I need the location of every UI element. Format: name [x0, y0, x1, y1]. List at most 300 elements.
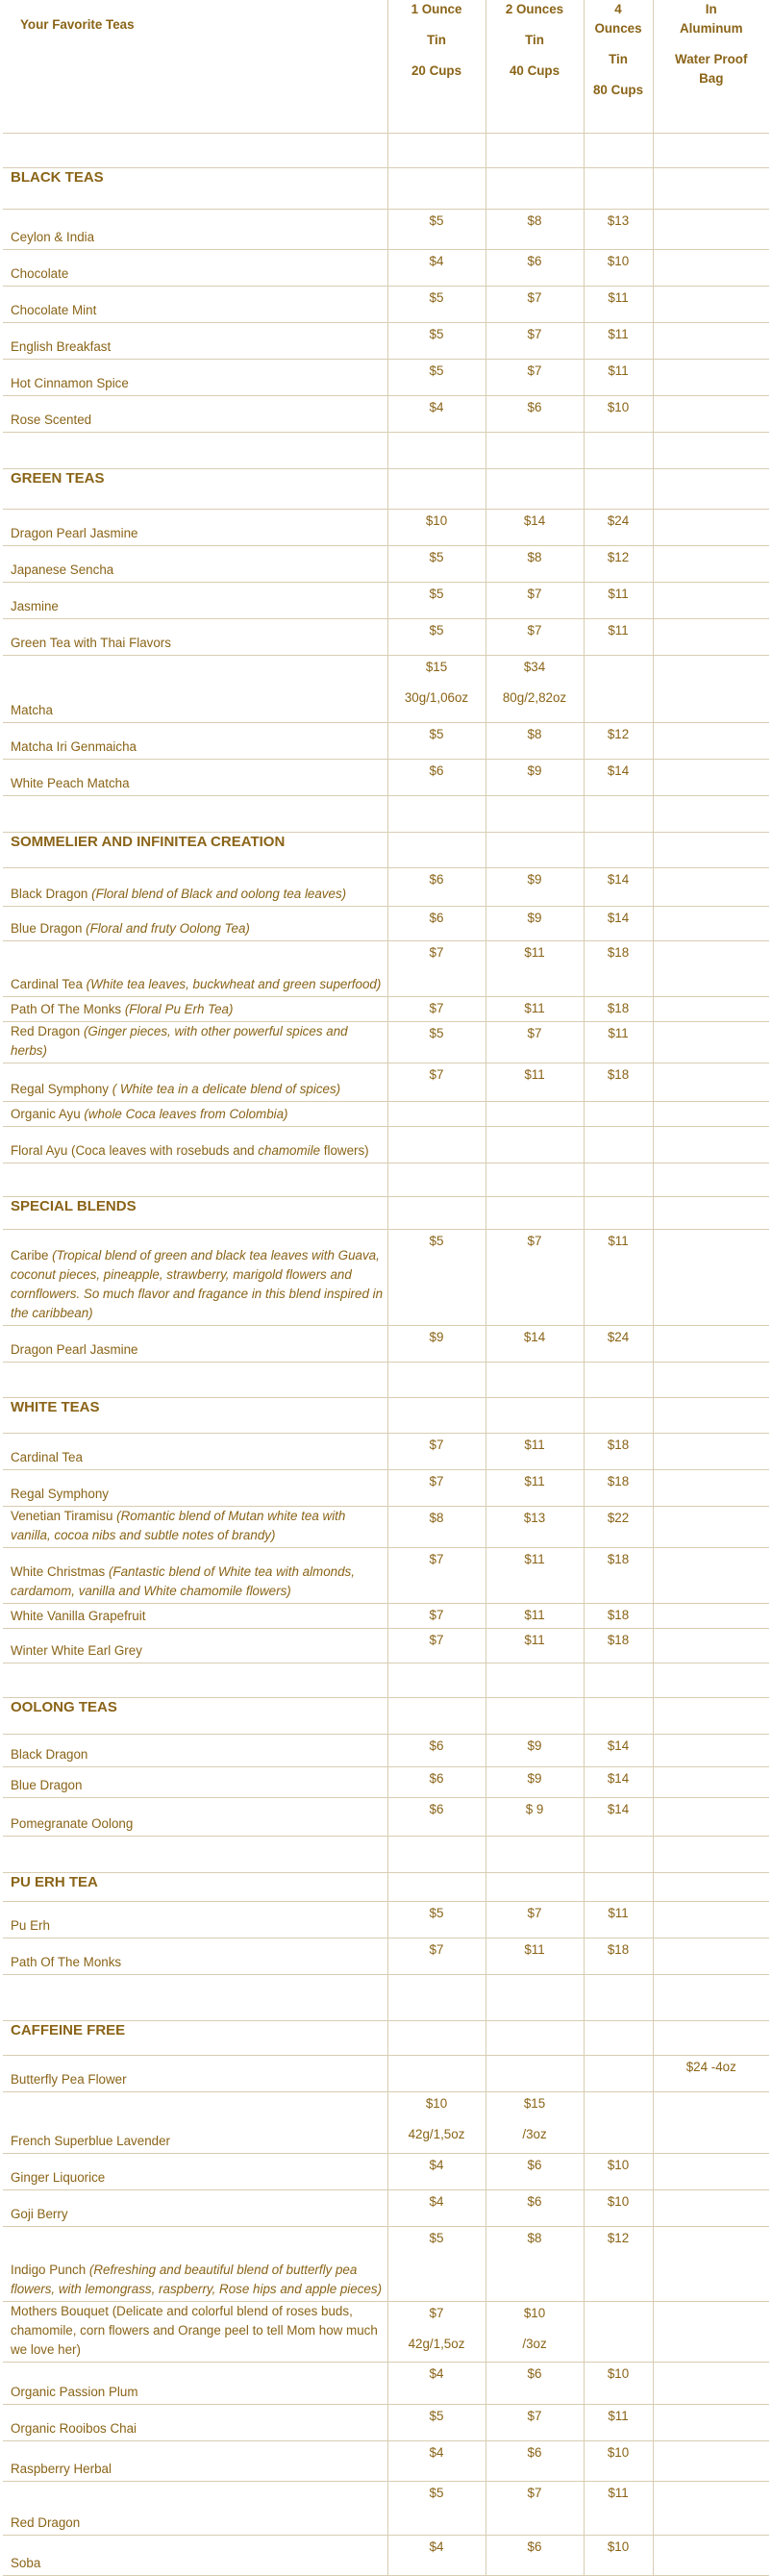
- price-2oz: $11: [524, 1066, 545, 1082]
- empty-cell: [3, 795, 387, 832]
- price-1oz: $5: [429, 2230, 444, 2245]
- price-4oz: $24: [607, 1329, 630, 1344]
- price-bag-cell: [653, 2440, 769, 2481]
- empty-cell: [584, 468, 653, 509]
- price-1oz: $5: [429, 2485, 444, 2500]
- tea-name: Matcha: [11, 702, 53, 717]
- weight-1oz: 42g/1,5oz: [408, 2126, 465, 2141]
- price-4oz: $11: [608, 363, 629, 378]
- price-2oz-cell: [486, 1766, 584, 1797]
- price-4oz: $11: [608, 1905, 629, 1920]
- tea-name: Regal Symphony: [11, 1486, 109, 1501]
- section-row-caffeine: [3, 2020, 769, 2055]
- tea-name: Raspberry Herbal: [11, 2461, 112, 2476]
- price-2oz: $9: [527, 1770, 542, 1786]
- price-4oz-cell: [584, 2362, 653, 2404]
- tea-name-cell: [3, 2481, 387, 2535]
- price-2oz-cell: [486, 1126, 584, 1163]
- tea-name-text: [11, 738, 384, 757]
- price-1oz-cell: [387, 1126, 486, 1163]
- price-4oz-cell: [584, 545, 653, 582]
- tea-name-cell: [3, 2535, 387, 2575]
- tea-name-text: [11, 1641, 384, 1661]
- price-2oz: $14: [523, 513, 546, 528]
- empty-cell: [486, 1974, 584, 2020]
- price-1oz-cell: [387, 1229, 486, 1325]
- price-2oz: $9: [527, 871, 542, 887]
- price-4oz-cell: [584, 359, 653, 395]
- tea-description: (Ginger pieces, with other powerful spices and herbs): [11, 1023, 348, 1058]
- price-4oz: $13: [607, 213, 630, 228]
- header-col2-line3: 40 Cups: [509, 63, 560, 78]
- price-2oz-cell: [486, 1734, 584, 1766]
- tea-name-text: [11, 1814, 384, 1834]
- price-4oz: [585, 656, 653, 658]
- empty-cell: [584, 2020, 653, 2055]
- tea-description-tail: flowers): [320, 1142, 369, 1158]
- header-col3-line1: 4: [614, 2, 622, 16]
- price-2oz: $ 9: [525, 1801, 544, 1816]
- price-1oz: $7: [429, 1941, 444, 1957]
- spacer-row: [3, 133, 769, 167]
- empty-cell: [486, 432, 584, 468]
- price-1oz-cell: [387, 249, 486, 286]
- price-1oz: $10: [425, 2095, 448, 2111]
- price-2oz-cell: [486, 1628, 584, 1663]
- tea-name-cell: [3, 2189, 387, 2226]
- tea-name: Green Tea with Thai Flavors: [11, 635, 171, 650]
- price-4oz-cell: [584, 2481, 653, 2535]
- tea-name: Jasmine: [11, 598, 59, 613]
- empty-cell: [653, 1196, 769, 1229]
- price-4oz-cell: [584, 509, 653, 545]
- tea-row: [3, 545, 769, 582]
- price-bag-cell: [653, 722, 769, 759]
- price-1oz-cell: [387, 395, 486, 432]
- section-title-cell: [3, 1397, 387, 1433]
- price-1oz: $5: [429, 289, 444, 305]
- price-1oz-cell: [387, 1797, 486, 1836]
- empty-cell: [653, 1362, 769, 1397]
- tea-row: [3, 322, 769, 359]
- tea-name-text: [11, 634, 384, 653]
- price-1oz: [388, 2056, 486, 2058]
- price-2oz-cell: [486, 722, 584, 759]
- tea-name-cell: [3, 906, 387, 940]
- price-4oz-cell: [584, 582, 653, 618]
- empty-cell: [387, 432, 486, 468]
- empty-cell: [653, 468, 769, 509]
- header-col3-line2: Ounces: [594, 21, 642, 36]
- price-2oz-cell: [486, 395, 584, 432]
- price-4oz: $18: [607, 1607, 630, 1622]
- tea-name-cell: [3, 1469, 387, 1506]
- tea-row: [3, 655, 769, 722]
- price-1oz: $7: [429, 1066, 444, 1082]
- header-col4-line2: Aluminum: [680, 21, 743, 36]
- price-1oz: $10: [425, 513, 448, 528]
- header-col4: [653, 0, 769, 133]
- price-4oz: $11: [608, 326, 629, 341]
- price-1oz-cell: [387, 940, 486, 996]
- empty-cell: [653, 795, 769, 832]
- header-name-label: Your Favorite Teas: [20, 17, 135, 32]
- empty-cell: [584, 1196, 653, 1229]
- price-1oz: $8: [429, 1510, 444, 1525]
- tea-row: [3, 2440, 769, 2481]
- tea-name-cell: [3, 867, 387, 906]
- price-4oz-cell: [584, 1938, 653, 1974]
- tea-name-text: [11, 1607, 384, 1626]
- price-4oz-cell: [584, 759, 653, 795]
- tea-name-cell: [3, 1021, 387, 1063]
- tea-name: Dragon Pearl Jasmine: [11, 525, 138, 540]
- empty-cell: [387, 1836, 486, 1872]
- price-2oz: $8: [527, 549, 542, 564]
- price-bag-cell: [653, 395, 769, 432]
- price-4oz: $11: [608, 1233, 629, 1248]
- tea-name: Path Of The Monks: [11, 1954, 122, 1969]
- price-2oz: $11: [524, 1632, 545, 1647]
- price-bag-cell: [653, 1901, 769, 1938]
- price-2oz-cell: [486, 2481, 584, 2535]
- price-4oz-cell: [584, 395, 653, 432]
- tea-name: Chocolate: [11, 265, 69, 281]
- price-1oz: $6: [429, 910, 444, 925]
- tea-name: Blue Dragon: [11, 1777, 83, 1792]
- empty-cell: [486, 795, 584, 832]
- tea-row: [3, 940, 769, 996]
- tea-name-text: [11, 1916, 384, 1936]
- section-title-cell: [3, 1697, 387, 1734]
- price-1oz-cell: [387, 509, 486, 545]
- tea-name: Pu Erh: [11, 1917, 50, 1933]
- price-4oz-cell: [584, 2535, 653, 2575]
- price-1oz-cell: [387, 1325, 486, 1362]
- tea-name-cell: [3, 1797, 387, 1836]
- section-row-green: [3, 468, 769, 509]
- tea-row: [3, 1469, 769, 1506]
- price-1oz-cell: [387, 2055, 486, 2091]
- price-4oz: $10: [607, 399, 630, 414]
- tea-name-cell: [3, 286, 387, 322]
- price-2oz-cell: [486, 759, 584, 795]
- tea-name-text: [11, 1953, 384, 1972]
- tea-row: [3, 2362, 769, 2404]
- price-bag-cell: [653, 867, 769, 906]
- price-bag-cell: [653, 2301, 769, 2362]
- section-title-oolong: OOLONG TEAS: [11, 1698, 117, 1715]
- price-4oz-cell: [584, 2189, 653, 2226]
- tea-row: [3, 582, 769, 618]
- price-bag-cell: [653, 322, 769, 359]
- price-bag-cell: [653, 1101, 769, 1126]
- tea-row: [3, 722, 769, 759]
- price-1oz-cell: [387, 2481, 486, 2535]
- price-1oz-cell: [387, 2153, 486, 2189]
- price-bag-cell: [653, 2362, 769, 2404]
- tea-description: (Floral blend of Black and oolong tea leaves): [91, 886, 347, 901]
- empty-cell: [584, 1836, 653, 1872]
- empty-cell: [653, 432, 769, 468]
- price-1oz-cell: [387, 2535, 486, 2575]
- tea-row: [3, 996, 769, 1021]
- price-4oz-cell: [584, 322, 653, 359]
- price-bag-cell: [653, 545, 769, 582]
- price-1oz-cell: [387, 906, 486, 940]
- price-bag-cell: [653, 2481, 769, 2535]
- tea-name-text: [11, 2261, 384, 2299]
- tea-name: Red Dragon: [11, 1023, 84, 1038]
- tea-description: (Floral Pu Erh Tea): [124, 1001, 234, 1016]
- tea-name-cell: [3, 1325, 387, 1362]
- price-4oz-cell: [584, 2055, 653, 2091]
- price-bag-cell: [653, 1547, 769, 1603]
- tea-name: Regal Symphony: [11, 1081, 112, 1096]
- tea-name-text: [11, 1022, 384, 1061]
- empty-cell: [486, 1196, 584, 1229]
- price-1oz: [388, 1127, 486, 1129]
- tea-name-text: [11, 264, 384, 284]
- price-2oz-cell: [486, 1506, 584, 1547]
- tea-row: [3, 1433, 769, 1469]
- price-2oz-cell: [486, 1325, 584, 1362]
- tea-name-cell: [3, 1229, 387, 1325]
- section-title-cell: [3, 1196, 387, 1229]
- tea-name-cell: [3, 655, 387, 722]
- price-1oz: $4: [429, 2538, 444, 2554]
- tea-name-cell: [3, 582, 387, 618]
- price-2oz: $9: [527, 1738, 542, 1753]
- price-1oz: $6: [429, 763, 444, 778]
- tea-name: Ginger Liquorice: [11, 2169, 106, 2185]
- section-row-special: [3, 1196, 769, 1229]
- empty-cell: [387, 2020, 486, 2055]
- spacer-row: [3, 1836, 769, 1872]
- price-2oz: $6: [527, 2365, 542, 2381]
- tea-name-text: [11, 2383, 384, 2402]
- price-2oz: $6: [527, 2157, 542, 2172]
- tea-row: [3, 1766, 769, 1797]
- price-4oz: $12: [607, 726, 630, 741]
- tea-description: ( White tea in a delicate blend of spices): [112, 1081, 341, 1096]
- tea-description: (Tropical blend of green and black tea leaves with Guava, coconut pieces, pineapple, strawberry, marigold flowers and cornflowers. So much flavor and fragance in this blend inspired in the caribbean): [11, 1247, 384, 1320]
- header-col1-line1: 1 Ounce: [411, 2, 462, 16]
- empty-cell: [584, 795, 653, 832]
- tea-name-cell: [3, 1603, 387, 1628]
- header-col4-line1: In: [705, 2, 717, 16]
- price-2oz-cell: [486, 1063, 584, 1101]
- price-2oz: $7: [527, 363, 542, 378]
- tea-name-text: [11, 1340, 384, 1360]
- price-2oz: $11: [524, 944, 545, 960]
- empty-cell: [3, 1362, 387, 1397]
- empty-cell: [387, 1663, 486, 1697]
- price-4oz-cell: [584, 1469, 653, 1506]
- price-1oz: $5: [429, 726, 444, 741]
- empty-cell: [3, 1163, 387, 1196]
- tea-description: chamomile: [258, 1142, 321, 1158]
- tea-row: [3, 209, 769, 249]
- price-4oz: $10: [607, 2157, 630, 2172]
- price-4oz-cell: [584, 209, 653, 249]
- price-2oz: $6: [527, 2444, 542, 2460]
- price-2oz: $6: [527, 253, 542, 268]
- price-1oz-cell: [387, 867, 486, 906]
- price-4oz-cell: [584, 1506, 653, 1547]
- tea-name-text: [11, 1080, 384, 1099]
- price-4oz: [585, 2092, 653, 2094]
- price-1oz-cell: [387, 2091, 486, 2153]
- price-bag-cell: [653, 1766, 769, 1797]
- price-bag-cell: [653, 249, 769, 286]
- price-2oz: $11: [524, 1607, 545, 1622]
- empty-cell: [3, 1836, 387, 1872]
- price-4oz: $10: [607, 2193, 630, 2209]
- price-4oz: $18: [607, 1941, 630, 1957]
- price-2oz: $7: [527, 289, 542, 305]
- price-1oz-cell: [387, 1101, 486, 1126]
- price-2oz: $6: [527, 2538, 542, 2554]
- tea-name: Black Dragon: [11, 1746, 88, 1762]
- tea-name: Cardinal Tea: [11, 1449, 83, 1464]
- empty-cell: [486, 1663, 584, 1697]
- tea-name-cell: [3, 2153, 387, 2189]
- price-4oz: $14: [607, 1770, 630, 1786]
- section-row-oolong: [3, 1697, 769, 1734]
- empty-cell: [653, 133, 769, 167]
- price-bag-cell: [653, 1126, 769, 1163]
- tea-name-cell: [3, 359, 387, 395]
- price-4oz-cell: [584, 940, 653, 996]
- price-1oz: $15: [425, 659, 448, 674]
- tea-name-text: [11, 919, 384, 938]
- price-2oz-cell: [486, 618, 584, 655]
- weight-2oz: 80g/2,82oz: [502, 689, 567, 705]
- tea-name-cell: [3, 2055, 387, 2091]
- tea-name-text: [11, 2302, 384, 2360]
- price-bag-cell: [653, 2189, 769, 2226]
- tea-name-cell: [3, 395, 387, 432]
- empty-cell: [653, 1697, 769, 1734]
- price-4oz: $18: [607, 1551, 630, 1566]
- weight-1oz: 30g/1,06oz: [404, 689, 469, 705]
- price-2oz: $8: [527, 213, 542, 228]
- tea-name-cell: [3, 509, 387, 545]
- tea-name-text: [11, 2168, 384, 2188]
- price-4oz-cell: [584, 2153, 653, 2189]
- section-row-sommelier: [3, 832, 769, 867]
- price-4oz: $18: [607, 944, 630, 960]
- price-bag-cell: [653, 2055, 769, 2091]
- price-2oz: [486, 2056, 584, 2058]
- empty-cell: [584, 1663, 653, 1697]
- tea-name-cell: [3, 2440, 387, 2481]
- section-title-green: GREEN TEAS: [11, 469, 105, 487]
- tea-name-cell: [3, 249, 387, 286]
- tea-row: [3, 1547, 769, 1603]
- price-4oz: $14: [607, 1801, 630, 1816]
- price-4oz-cell: [584, 1603, 653, 1628]
- price-2oz-cell: [486, 582, 584, 618]
- price-bag-cell: [653, 2226, 769, 2301]
- price-4oz: $18: [607, 1473, 630, 1488]
- price-2oz: $7: [527, 326, 542, 341]
- section-row-white: [3, 1397, 769, 1433]
- price-bag-cell: [653, 618, 769, 655]
- tea-row: [3, 1603, 769, 1628]
- tea-name-cell: [3, 722, 387, 759]
- tea-name-cell: [3, 2362, 387, 2404]
- empty-cell: [653, 2020, 769, 2055]
- price-1oz-cell: [387, 2301, 486, 2362]
- price-4oz-cell: [584, 1101, 653, 1126]
- price-bag-cell: [653, 906, 769, 940]
- price-4oz: $11: [608, 586, 629, 601]
- price-1oz-cell: [387, 655, 486, 722]
- tea-row: [3, 1938, 769, 1974]
- price-4oz: $24: [607, 513, 630, 528]
- tea-description: (Floral and fruty Oolong Tea): [86, 920, 250, 936]
- price-bag-cell: [653, 359, 769, 395]
- price-4oz: [585, 2302, 653, 2304]
- tea-row: [3, 1229, 769, 1325]
- header-col1-line3: 20 Cups: [411, 63, 462, 78]
- price-bag-cell: [653, 1506, 769, 1547]
- tea-name-cell: [3, 1938, 387, 1974]
- tea-name: Venetian Tiramisu: [11, 1508, 117, 1523]
- price-4oz-cell: [584, 249, 653, 286]
- empty-cell: [584, 832, 653, 867]
- price-4oz: $11: [608, 2408, 629, 2423]
- price-2oz: $15: [523, 2095, 546, 2111]
- price-1oz: $5: [429, 326, 444, 341]
- tea-name-cell: [3, 1101, 387, 1126]
- price-2oz-cell: [486, 249, 584, 286]
- section-title-cell: [3, 468, 387, 509]
- header-col4-line3: Water Proof: [675, 52, 748, 66]
- empty-cell: [653, 1397, 769, 1433]
- price-2oz: $13: [523, 1510, 546, 1525]
- empty-cell: [486, 1362, 584, 1397]
- tea-name: Hot Cinnamon Spice: [11, 375, 129, 390]
- price-4oz: $18: [607, 1632, 630, 1647]
- price-2oz: $8: [527, 2230, 542, 2245]
- empty-cell: [584, 1362, 653, 1397]
- tea-name-cell: [3, 759, 387, 795]
- empty-cell: [486, 1836, 584, 1872]
- price-4oz-cell: [584, 1766, 653, 1797]
- tea-name: Soba: [11, 2555, 41, 2570]
- tea-name-cell: [3, 1547, 387, 1603]
- empty-cell: [653, 167, 769, 209]
- price-2oz-cell: [486, 1101, 584, 1126]
- price-1oz-cell: [387, 1628, 486, 1663]
- price-4oz: $12: [607, 2230, 630, 2245]
- empty-cell: [387, 832, 486, 867]
- price-bag-cell: [653, 2153, 769, 2189]
- section-title-cell: [3, 832, 387, 867]
- tea-name: Indigo Punch: [11, 2262, 89, 2277]
- price-1oz: $5: [429, 363, 444, 378]
- tea-row: [3, 1021, 769, 1063]
- tea-name-text: [11, 1563, 384, 1601]
- tea-name: Black Dragon: [11, 886, 92, 901]
- price-bag-cell: [653, 655, 769, 722]
- price-2oz-cell: [486, 1021, 584, 1063]
- price-bag-cell: [653, 2091, 769, 2153]
- price-4oz-cell: [584, 618, 653, 655]
